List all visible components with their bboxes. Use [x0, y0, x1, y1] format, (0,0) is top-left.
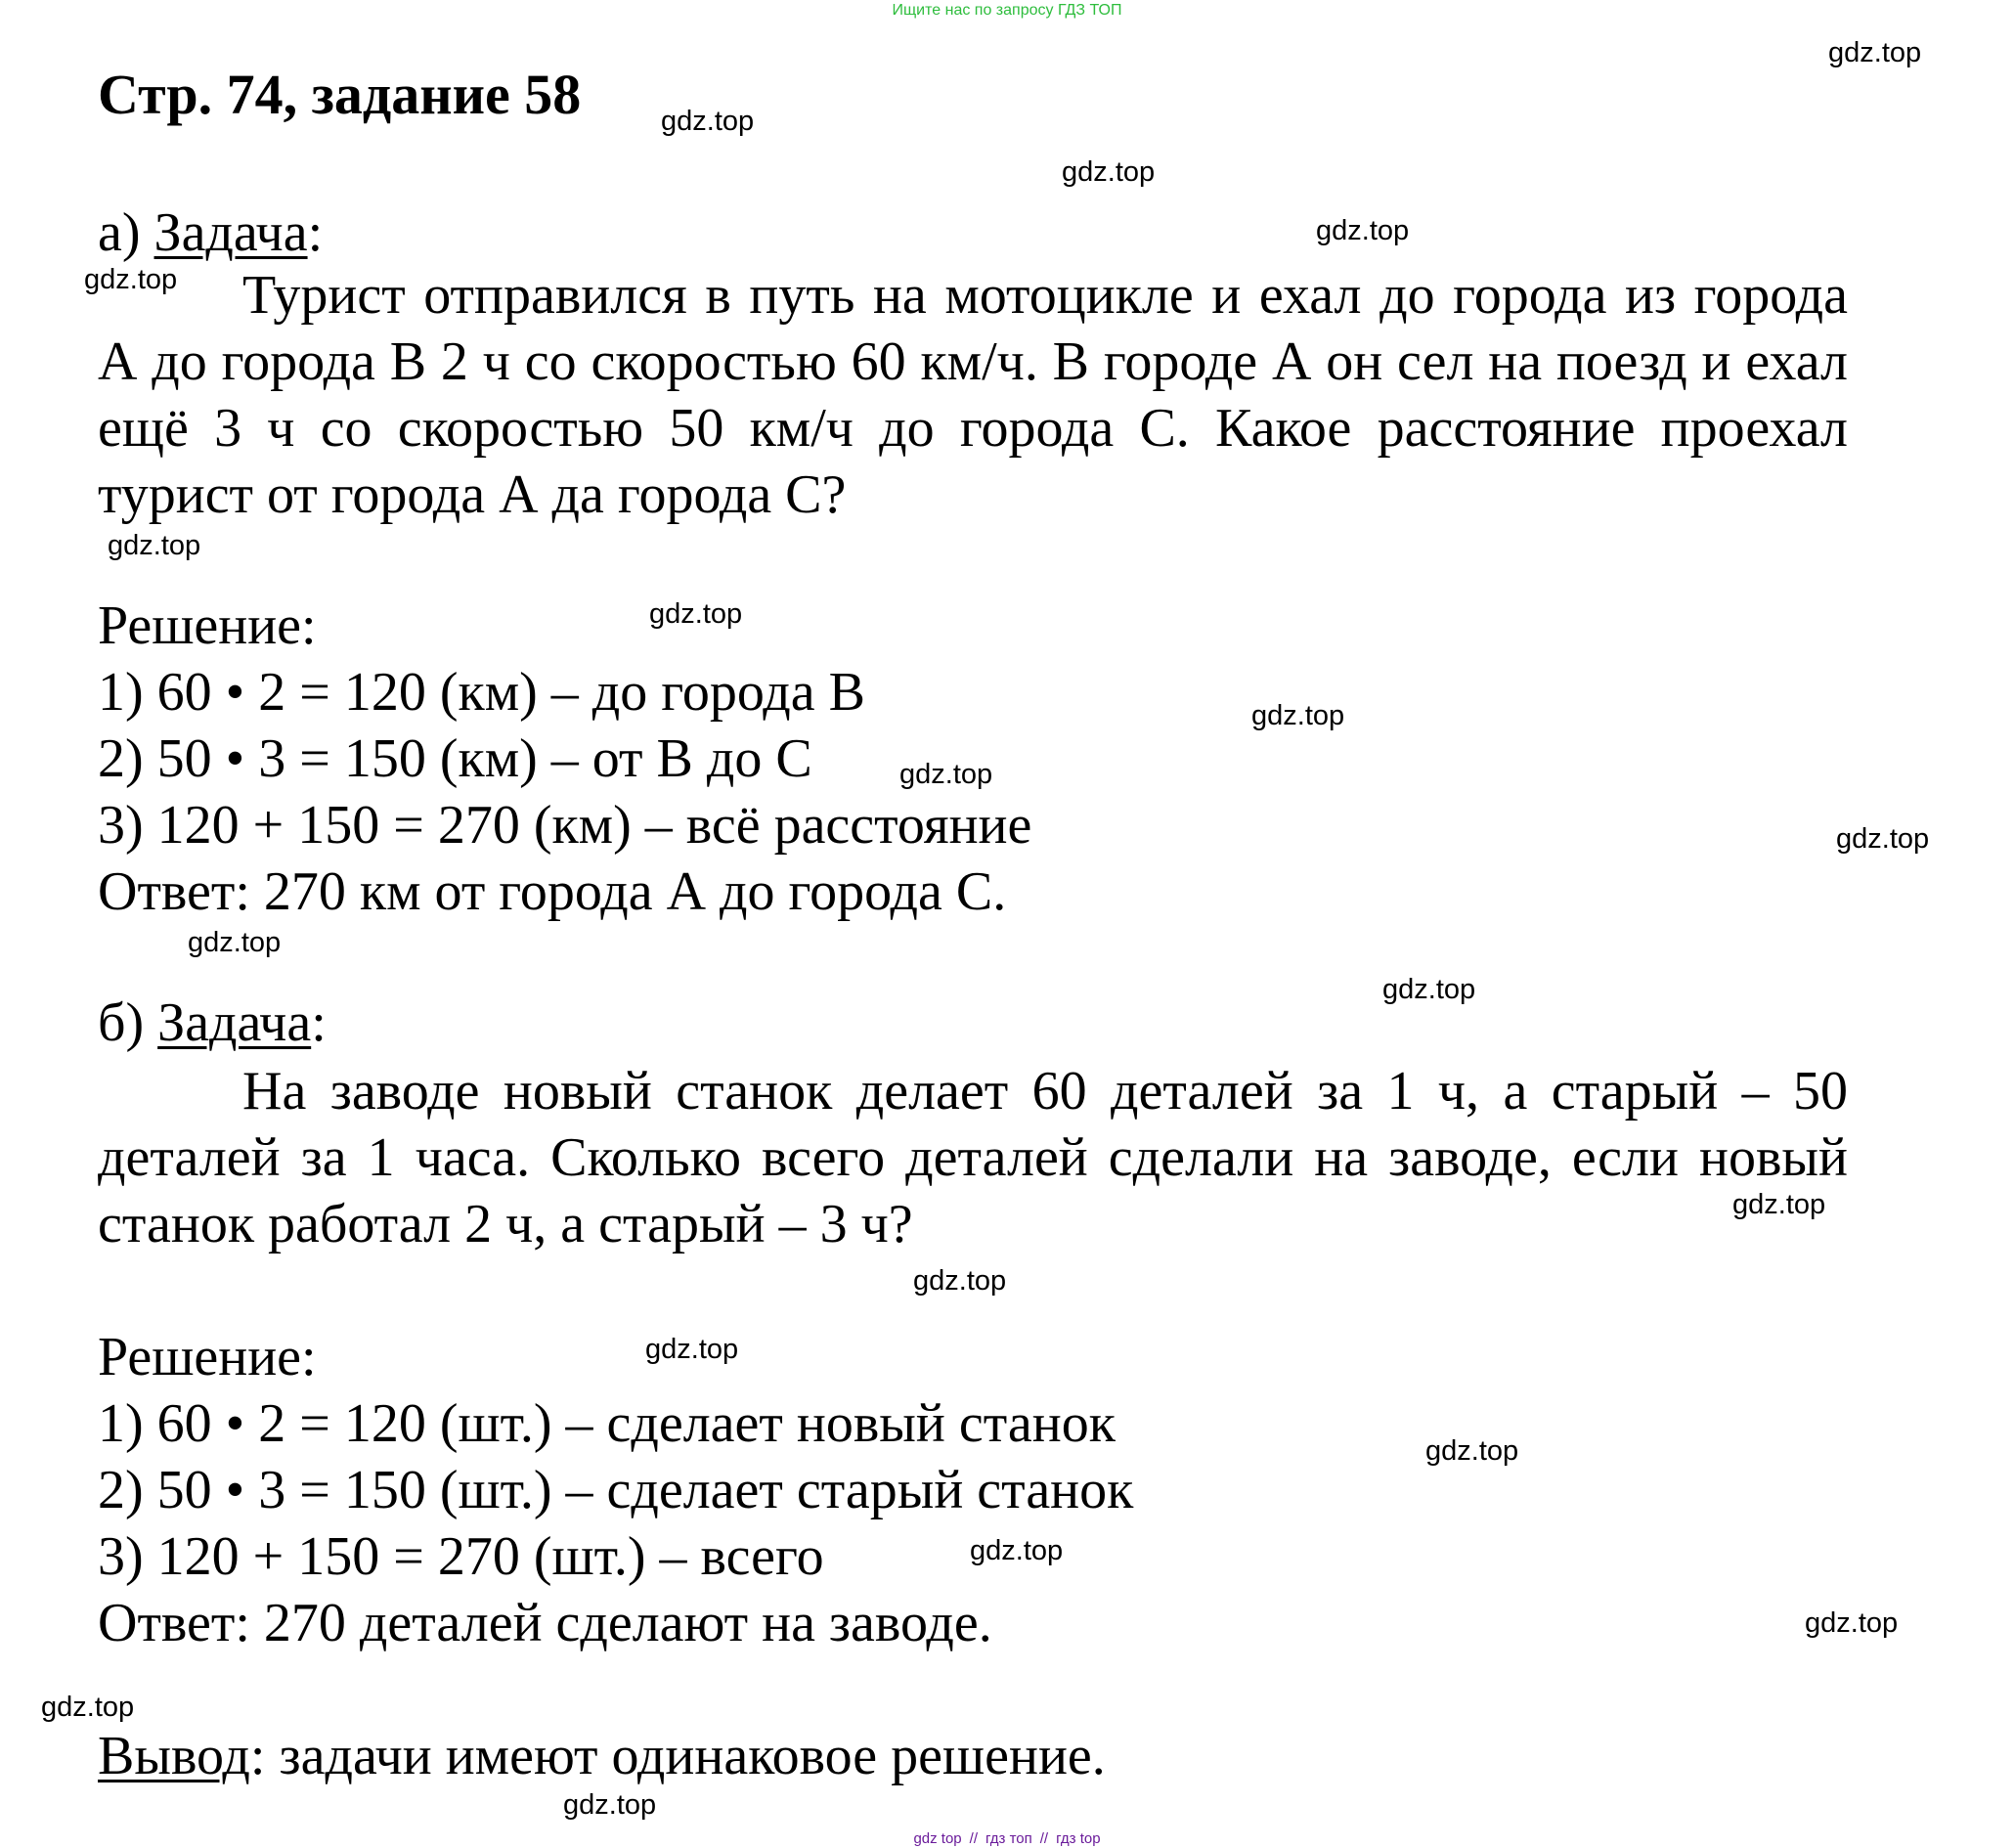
- watermark: gdz.top: [913, 1265, 1007, 1297]
- part-b-step-2: 2) 50 • 3 = 150 (шт.) – сделает старый станок: [98, 1460, 1134, 1520]
- part-a-solution-label: Решение:: [98, 595, 317, 656]
- part-b-solution-label: Решение:: [98, 1327, 317, 1387]
- part-b-answer: Ответ: 270 деталей сделают на заводе.: [98, 1593, 992, 1653]
- watermark: gdz.top: [1251, 700, 1345, 731]
- watermark: gdz.top: [645, 1334, 739, 1365]
- bottom-separator: //: [969, 1830, 978, 1847]
- bottom-separator: //: [1039, 1830, 1049, 1847]
- watermark: gdz.top: [84, 264, 178, 295]
- watermark: gdz.top: [1805, 1607, 1899, 1639]
- watermark: gdz.top: [1732, 1189, 1826, 1220]
- part-b-problem-text: На заводе новый станок делает 60 деталей за 1 ч, а старый – 50 деталей за 1 часа. Сколько всего деталей сделали на заводе, если новый станок работал 2 ч, а старый – 3 ч?: [98, 1061, 1848, 1254]
- watermark: gdz.top: [1062, 156, 1156, 188]
- bottom-link-3[interactable]: гдз top: [1056, 1830, 1101, 1847]
- watermark: gdz.top: [108, 530, 201, 561]
- watermark: gdz.top: [661, 106, 755, 137]
- conclusion-text: : задачи имеют одинаковое решение.: [249, 1726, 1106, 1786]
- watermark: gdz.top: [970, 1535, 1064, 1566]
- part-a-heading-label: Задача: [153, 202, 308, 263]
- bottom-link-2[interactable]: гдз топ: [985, 1830, 1032, 1847]
- part-a-prefix: а): [98, 202, 154, 263]
- part-a-step-3: 3) 120 + 150 = 270 (км) – всё расстояние: [98, 795, 1032, 856]
- part-b-step-1: 1) 60 • 2 = 120 (шт.) – сделает новый станок: [98, 1393, 1116, 1454]
- watermark: gdz.top: [1828, 37, 1922, 68]
- part-a-step-2: 2) 50 • 3 = 150 (км) – от В до С: [98, 728, 812, 789]
- part-a-answer: Ответ: 270 км от города А до города С.: [98, 861, 1007, 922]
- watermark: gdz.top: [899, 759, 993, 790]
- watermark: gdz.top: [41, 1692, 135, 1723]
- watermark: gdz.top: [188, 927, 282, 958]
- part-b-heading-label: Задача: [157, 992, 312, 1053]
- part-a-problem-text: Турист отправился в путь на мотоцикле и ехал до города из города А до города В 2 ч со скоростью 60 км/ч. В городе А он сел на поезд и ехал ещё 3 ч со скоростью 50 км/ч до города С. Какое расстояние проехал турист от города А да города С?: [98, 265, 1848, 525]
- watermark: gdz.top: [649, 598, 743, 630]
- part-a-problem: [98, 262, 1848, 528]
- part-b-colon: :: [311, 992, 327, 1053]
- part-a-heading: [98, 199, 323, 266]
- part-b-heading: [98, 990, 327, 1056]
- bottom-link-1[interactable]: gdz top: [913, 1830, 962, 1847]
- watermark: gdz.top: [563, 1789, 657, 1821]
- part-b-prefix: б): [98, 992, 158, 1053]
- watermark: gdz.top: [1836, 823, 1930, 855]
- bottom-links: [0, 1830, 2014, 1847]
- watermark: gdz.top: [1382, 974, 1476, 1005]
- conclusion-label: Вывод: [98, 1726, 250, 1786]
- part-a-colon: :: [307, 202, 324, 263]
- part-a-step-1: 1) 60 • 2 = 120 (км) – до города В: [98, 662, 865, 723]
- part-b-step-3: 3) 120 + 150 = 270 (шт.) – всего: [98, 1526, 824, 1587]
- watermark: gdz.top: [1425, 1435, 1519, 1467]
- page-title: Стр. 74, задание 58: [98, 63, 582, 126]
- top-banner[interactable]: Ищите нас по запросу ГДЗ ТОП: [892, 2, 1122, 19]
- part-b-problem: [98, 1058, 1848, 1257]
- conclusion: [98, 1723, 1106, 1789]
- watermark: gdz.top: [1316, 215, 1410, 246]
